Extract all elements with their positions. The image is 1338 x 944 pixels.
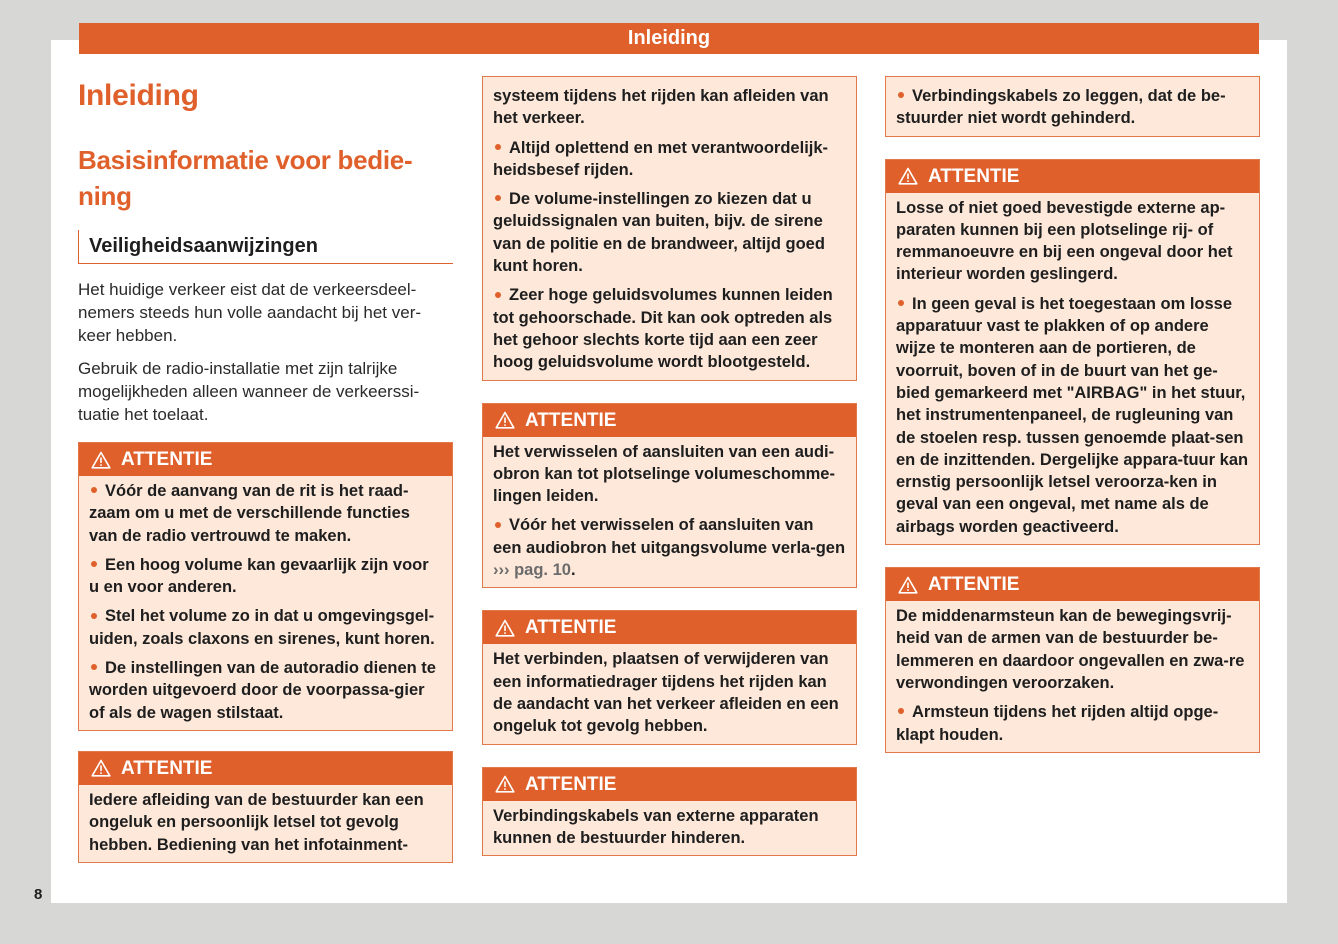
warning-box-continued (885, 76, 1260, 137)
running-header: Inleiding (79, 23, 1259, 54)
bullet-icon (91, 664, 97, 670)
warning-box (78, 442, 453, 731)
page-number: 8 (34, 886, 43, 903)
warning-bullet: In geen geval is het toegestaan om losse apparatuur vast te plakken of op andere wijze te monteren aan de portieren, de voorruit, boven of in de buurt van het ge-bied gemarkeerd met "AIRBAG" in het stuur, het instrumentenpaneel, de rugleuning van de stoelen resp. tussen genoemde plaat-sen en de inzittenden. Dergelijke appara-tuur kan ernstig persoonlijk letsel veroorza-ken in geval van een ongeval, met name als de airbags worden geactiveerd. (896, 294, 1249, 536)
bullet-icon (898, 708, 904, 714)
warning-bullet: Stel het volume zo in dat u omgevingsgel-uiden, zoals claxons en sirenes, kunt horen. (89, 607, 435, 648)
warning-text: systeem tijdens het rijden kan afleiden van het verkeer. (493, 87, 829, 128)
warning-triangle-icon (495, 775, 515, 793)
warning-bullet: Vóór het verwisselen of aansluiten van een audiobron het uitgangsvolume verla-gen ››› pag. 10. (493, 516, 846, 580)
warning-box-continued (482, 76, 857, 381)
warning-bullet: Verbindingskabels zo leggen, dat de be-stuurder niet wordt gehinderd. (896, 87, 1226, 128)
bullet-icon (495, 522, 501, 528)
warning-bullet: Zeer hoge geluidsvolumes kunnen leiden tot gehoorschade. Dit kan ook optreden als het gehoor slechts korte tijd aan een zeer hoog geluidsvolume wordt blootgesteld. (493, 286, 833, 372)
warning-text: De middenarmsteun kan de bewegingsvrij-heid van de armen van de bestuurder be-lemmeren en daardoor ongevallen en zwa-re verwondingen veroorzaken. (896, 607, 1245, 692)
warning-label: ATTENTIE (928, 165, 1020, 187)
warning-box (482, 403, 857, 589)
bullet-icon (898, 300, 904, 306)
bullet-icon (91, 613, 97, 619)
warning-triangle-icon (898, 167, 918, 185)
warning-triangle-icon (91, 451, 111, 469)
warning-box (885, 567, 1260, 753)
chapter-title: Inleiding (78, 79, 199, 112)
warning-header (79, 752, 452, 785)
warning-box (885, 159, 1260, 545)
warning-label: ATTENTIE (525, 773, 617, 795)
warning-bullet: Vóór de aanvang van de rit is het raad-zaam om u met de verschillende functies van de radio vertrouwd te maken. (89, 482, 410, 545)
warning-label: ATTENTIE (525, 617, 617, 639)
intro-paragraph: Het huidige verkeer eist dat de verkeersdeel-nemers steeds hun volle aandacht bij het ver-keer hebben. (78, 280, 422, 345)
warning-triangle-icon (91, 759, 111, 777)
page-link-arrow[interactable]: ››› (493, 561, 510, 580)
warning-bullet: Altijd oplettend en met verantwoordelijk-heidsbesef rijden. (493, 138, 829, 179)
warning-bullet: De volume-instellingen zo kiezen dat u geluidssignalen van buiten, bijv. de sirene van de politie en de brandweer, altijd goed kunt horen. (493, 190, 825, 276)
warning-text: Losse of niet goed bevestigde externe ap-paraten kunnen bij een plotselinge rij- of remmanoeuvre en bij een ongeval door het interieur worden geslingerd. (896, 198, 1233, 284)
warning-label: ATTENTIE (121, 449, 213, 470)
warning-bullet: Armsteun tijdens het rijden altijd opge-klapt houden. (896, 703, 1219, 744)
warning-header (886, 160, 1259, 193)
warning-text: Het verbinden, plaatsen of verwijderen van een informatiedrager tijdens het rijden kan de aandacht van het verkeer afleiden en een ongeluk tot gevolg hebben. (493, 650, 839, 736)
warning-header (79, 443, 452, 476)
bullet-icon (495, 144, 501, 150)
warning-text: Iedere afleiding van de bestuurder kan een ongeluk en persoonlijk letsel tot gevolg hebben. Bediening van het infotainment- (89, 790, 424, 854)
warning-label: ATTENTIE (525, 409, 617, 431)
intro-paragraph: Gebruik de radio-installatie met zijn talrijke mogelijkheden alleen wanneer de verkeerssi-tuatie het toelaat. (78, 359, 420, 424)
warning-bullet: Een hoog volume kan gevaarlijk zijn voor u en voor anderen. (89, 555, 429, 597)
warning-triangle-icon (495, 619, 515, 637)
warning-text: Verbindingskabels van externe apparaten kunnen de bestuurder hinderen. (493, 806, 819, 847)
warning-text: Het verwisselen of aansluiten van een audi-obron kan tot plotselinge volumeschomme-lingen leiden. (493, 442, 835, 506)
warning-header (886, 568, 1259, 601)
warning-box (482, 767, 857, 857)
column-2 (482, 76, 857, 856)
page-link[interactable]: pag. 10 (514, 561, 571, 580)
warning-box (78, 751, 453, 863)
bullet-icon (91, 561, 97, 567)
warning-header (483, 768, 856, 801)
warning-bullet: De instellingen van de autoradio dienen te worden uitgevoerd door de voorpassa-gier of als de wagen stilstaat. (89, 659, 436, 722)
column-1 (78, 76, 453, 863)
column-3 (885, 76, 1260, 753)
warning-header (483, 404, 856, 437)
warning-label: ATTENTIE (928, 574, 1020, 596)
warning-box (482, 610, 857, 744)
bullet-icon (495, 292, 501, 298)
warning-triangle-icon (898, 576, 918, 594)
subsection-title: Veiligheidsaanwijzingen (78, 230, 453, 264)
bullet-icon (495, 195, 501, 201)
warning-label: ATTENTIE (121, 757, 213, 779)
warning-triangle-icon (495, 411, 515, 429)
section-title: Basisinformatie voor bedie-ning (78, 145, 413, 211)
bullet-icon (91, 487, 97, 493)
warning-header (483, 611, 856, 644)
bullet-icon (898, 92, 904, 98)
